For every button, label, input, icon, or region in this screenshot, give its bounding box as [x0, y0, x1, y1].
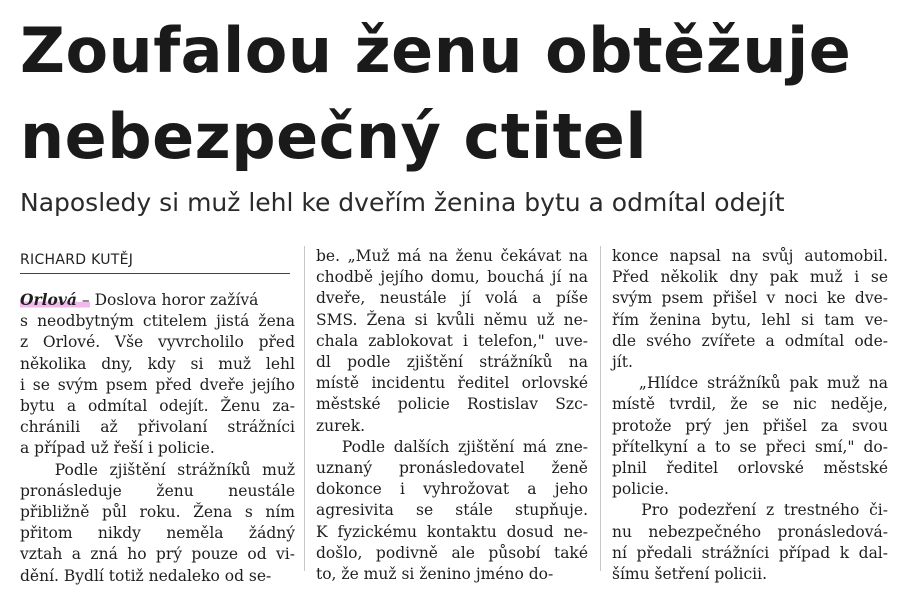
column-line: uznaný pronásledovatel ženě	[316, 459, 588, 478]
column-line: místě tvrdil, že se nic neděje,	[612, 395, 888, 414]
column-line	[20, 289, 295, 311]
column-line: zurek.	[316, 416, 366, 435]
column-line: K fyzickému kontaktu dosud ne-	[316, 522, 588, 541]
column-line: s neodbytným ctitelem jistá žena	[20, 312, 295, 331]
column-line: nu nebezpečného pronásledová-	[612, 522, 888, 541]
column-line: dl podle zjištění strážníků na	[316, 353, 588, 372]
column-line: pronásleduje ženu neustále	[20, 481, 295, 500]
column-line-text: Doslova horor zažívá	[89, 291, 259, 309]
column-line: dveře, neustále jí volá a píše	[316, 289, 588, 308]
column-line: bytu a odmítal odejít. Ženu za-	[20, 397, 295, 416]
article-column-3	[612, 246, 888, 585]
column-line: přítelkyní a to se přeci smí," do-	[612, 437, 888, 456]
column-line: šímu šetření policii.	[612, 565, 768, 584]
column-line: chránili až přivolaní strážníci	[20, 418, 295, 437]
dateline-place: Orlová	[20, 290, 77, 309]
column-line: dle svého zvířete a odmítal ode-	[612, 331, 888, 350]
headline-line-1: Zoufalou ženu obtěžuje	[20, 14, 852, 87]
article-column-2	[316, 246, 588, 585]
column-line: chala zablokovat i telefon," uve-	[316, 331, 588, 350]
column-line: i se svým psem před dveře jejího	[20, 375, 295, 394]
column-line: ní předali strážníci případ k dal-	[612, 543, 888, 562]
article-headline	[20, 8, 900, 180]
column-line: agresivita se stále stupňuje.	[316, 501, 588, 520]
column-line: řím ženina bytu, lehl si tam ve-	[612, 310, 888, 329]
column-line: místě incidentu ředitel orlovské	[316, 374, 588, 393]
column-line: plnil ředitel orlovské městské	[612, 459, 888, 478]
column-line: z Orlové. Vše vyvrcholilo před	[20, 333, 295, 352]
column-line: svým psem přišel v noci ke dve-	[612, 289, 888, 308]
column-line: městské policie Rostislav Szc-	[316, 395, 588, 414]
article-subtitle: Naposledy si muž lehl ke dveřím ženina bytu a odmítal odejít	[20, 188, 785, 217]
column-line: protože prý jen přišel za svou	[612, 416, 888, 435]
column-line: a případ už řeší i policie.	[20, 439, 215, 458]
column-line: přibližně půl roku. Žena s ním	[20, 503, 295, 522]
column-line: chodbě jejího domu, bouchá jí na	[316, 268, 588, 287]
column-line: Podle dalších zjištění má zne-	[316, 437, 588, 456]
column-line: SMS. Žena si kvůli němu už ne-	[316, 310, 588, 329]
column-line: dokonce i vyhrožovat a jeho	[316, 480, 588, 499]
column-line: několika dny, kdy si muž lehl	[20, 354, 295, 373]
column-line: Podle zjištění strážníků muž	[20, 460, 295, 479]
column-divider	[600, 246, 601, 571]
article-byline: RICHARD KUTĚJ	[20, 250, 290, 274]
column-line: to, že muž si ženino jméno do-	[316, 565, 554, 584]
column-line: přitom nikdy neměla žádný	[20, 524, 295, 543]
column-line: Pro podezření z trestného či-	[612, 501, 888, 520]
column-line: jít.	[612, 353, 633, 372]
column-divider	[304, 246, 305, 571]
column-line: „Hlídce strážníků pak muž na	[612, 374, 888, 393]
column-line: vztah a zná ho prý pouze od vi-	[20, 545, 295, 564]
headline-line-2: nebezpečný ctitel	[20, 100, 648, 173]
column-line: konce napsal na svůj automobil.	[612, 247, 888, 265]
column-line: Před několik dny pak muž i se	[612, 268, 888, 287]
column-line: policie.	[612, 480, 669, 499]
column-line: došlo, podivně ale působí také	[316, 543, 588, 562]
dateline-dash: –	[76, 291, 90, 309]
article-column-1	[20, 289, 295, 587]
column-line: be. „Muž má na ženu čekávat na	[316, 247, 588, 265]
column-line: dění. Bydlí totiž nedaleko od se-	[20, 566, 272, 585]
